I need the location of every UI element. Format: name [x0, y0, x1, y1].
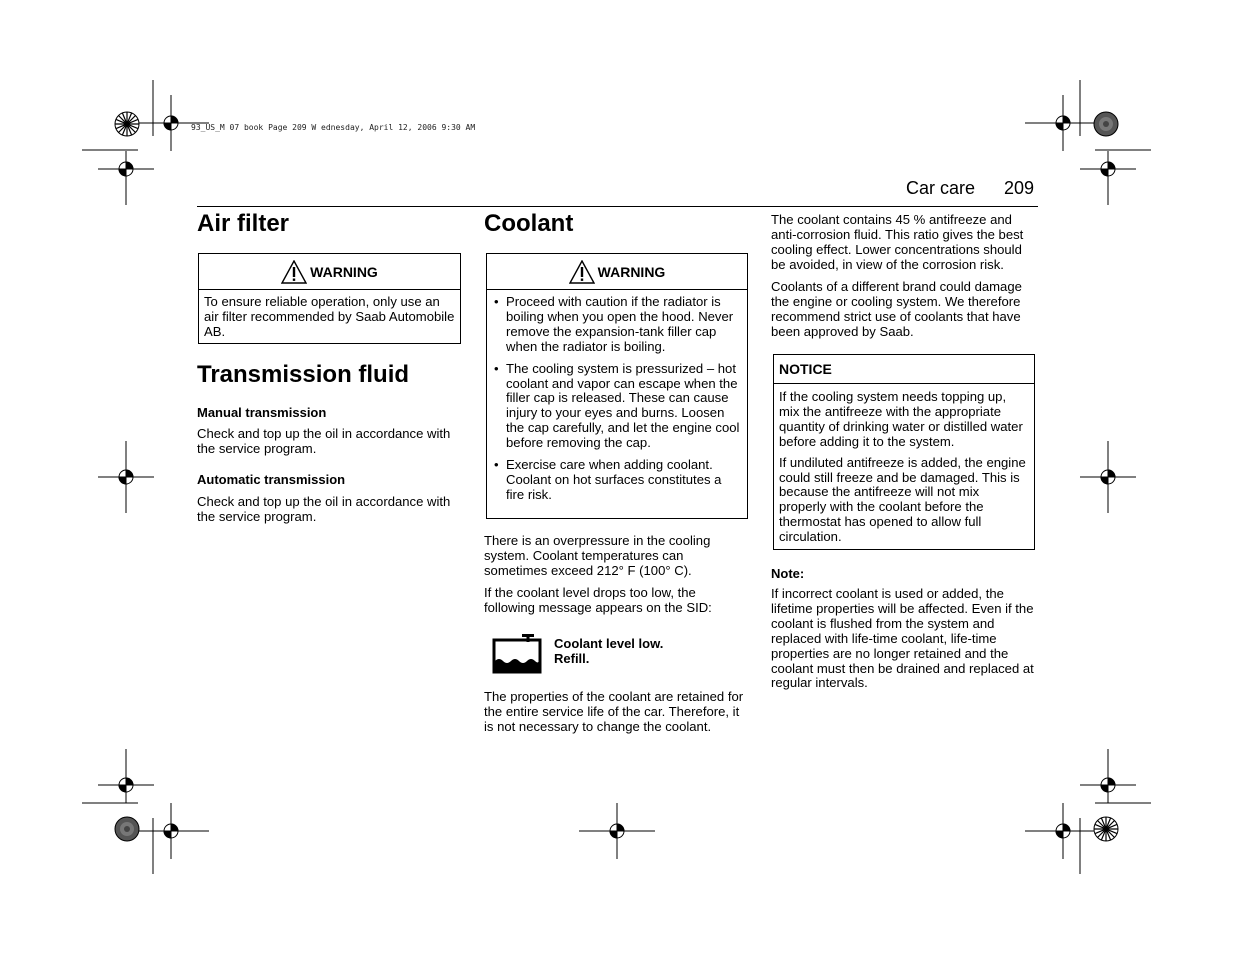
automatic-transmission-heading: Automatic transmission: [197, 472, 346, 487]
coolant-ratio-text: The coolant contains 45 % antifreeze and anti-corrosion fluid. This ratio gives the best cooling effect. Lower concentrations should be avoided, in view of the corrosion risk.: [771, 212, 1024, 272]
coolant-brand-text: Coolants of a different brand could damage the engine or cooling system. We therefore recommend strict use of coolants that have been approved by Saab.: [771, 279, 1022, 339]
note-text: If incorrect coolant is used or added, the lifetime properties will be affected. Even if the coolant is flushed from the system and replaced with life-time coolant, life-time properties are no longer retained and the coolant must then be drained and replaced at regular intervals.: [771, 586, 1034, 691]
manual-transmission-text: Check and top up the oil in accordance with the service program.: [197, 426, 451, 456]
warning-label: WARNING: [597, 263, 666, 280]
page-number: 209: [1004, 178, 1035, 198]
automatic-transmission-text: Check and top up the oil in accordance with the service program.: [197, 494, 451, 524]
list-item: • Proceed with caution if the radiator is boiling when you open the hood. Never remove the expansion-tank filler cap when the radiator is boiling.: [494, 294, 734, 354]
coolant-title: Coolant: [484, 210, 574, 237]
coolant-warning-box: [486, 253, 748, 519]
warning-list: [492, 295, 742, 503]
coolant-overpressure-text: There is an overpressure in the cooling system. Coolant temperatures can sometimes exceed 212° F (100° C).: [484, 533, 711, 578]
notice-text-1: If the cooling system needs topping up, mix the antifreeze with the appropriate quantity of drinking water or distilled water before adding it to the system.: [779, 389, 1023, 449]
air-filter-title: Air filter: [197, 210, 290, 237]
warning-label: WARNING: [310, 263, 378, 280]
header-rule: [197, 206, 1038, 207]
sid-message: [554, 636, 663, 666]
coolant-service-life-text: The properties of the coolant are retained for the entire service life of the car. Therefore, it is not necessary to change the coolant.: [484, 689, 744, 734]
manual-transmission-heading: Manual transmission: [197, 405, 327, 420]
transmission-fluid-title: Transmission fluid: [197, 361, 410, 388]
print-slug-line: 93_US_M 07 book Page 209 W ednesday, April 12, 2006 9:30 AM: [191, 123, 476, 132]
column-left: [197, 212, 462, 236]
warning-header: [199, 254, 460, 290]
air-filter-warning-box: [198, 253, 461, 344]
note-heading: Note:: [771, 566, 805, 581]
warning-triangle-icon: [569, 260, 595, 284]
warning-triangle-icon: [281, 260, 307, 284]
sid-message-line2: Refill.: [554, 651, 590, 666]
notice-label: NOTICE: [779, 361, 832, 377]
warning-header: [487, 254, 747, 290]
coolant-level-icon: [492, 634, 542, 674]
running-header-section: Car care: [906, 178, 976, 198]
notice-text-2: If undiluted antifreeze is added, the engine could still freeze and be damaged. This is because the antifreeze will not mix properly with the coolant before the thermostat has opened to allow full circulation.: [779, 454, 1026, 545]
notice-header: [774, 355, 1034, 384]
warning-text: To ensure reliable operation, only use an air filter recommended by Saab Automobile AB.: [204, 294, 455, 339]
coolant-low-level-text: If the coolant level drops too low, the following message appears on the SID:: [484, 585, 712, 615]
sid-message-line1: Coolant level low.: [554, 636, 664, 651]
list-item: • The cooling system is pressurized – hot coolant and vapor can escape when the filler cap is released. These can cause injury to your eyes and burns. Loosen the cap carefully, and let the engine cool before removing the cap.: [494, 360, 740, 451]
list-item: • Exercise care when adding coolant. Coolant on hot surfaces constitutes a fire risk.: [494, 457, 722, 502]
notice-box: [773, 354, 1035, 550]
